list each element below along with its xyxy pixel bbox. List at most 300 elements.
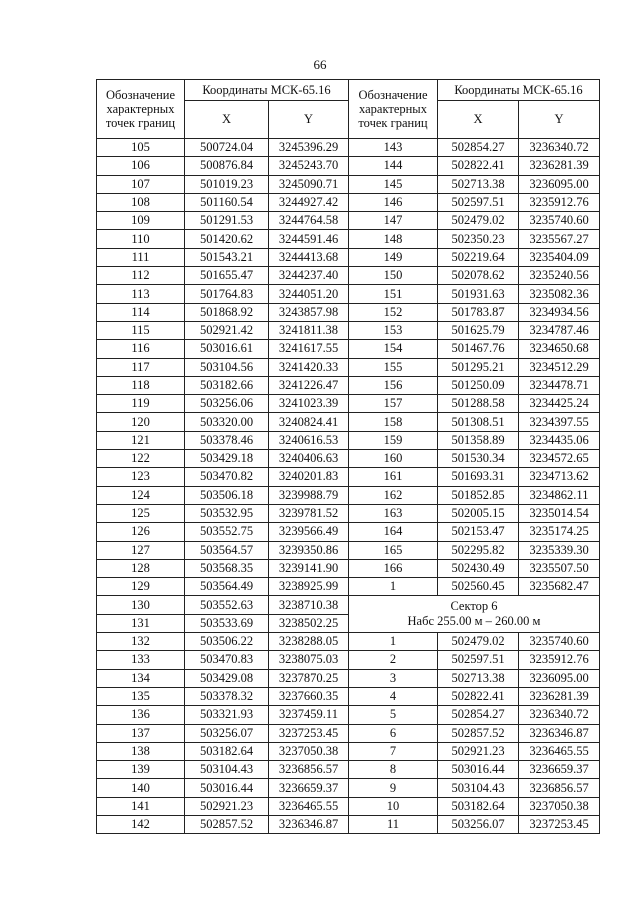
table-row: [97, 340, 349, 358]
table-row: [349, 431, 600, 449]
x-column-header: X: [185, 101, 269, 139]
table-row: [349, 395, 600, 413]
table-row: [97, 267, 349, 285]
x-coordinate-cell: 501783.87: [438, 303, 519, 321]
y-coordinate-cell: 3237253.45: [519, 815, 600, 833]
point-number-cell: 136: [97, 706, 185, 724]
y-coordinate-cell: 3236465.55: [519, 742, 600, 760]
point-number-cell: 116: [97, 340, 185, 358]
point-label-header: [349, 80, 438, 139]
point-number-cell: 107: [97, 175, 185, 193]
x-coordinate-cell: 503104.56: [185, 358, 269, 376]
x-coordinate-cell: 503470.83: [185, 651, 269, 669]
table-row: [97, 742, 349, 760]
y-coordinate-cell: 3240824.41: [269, 413, 349, 431]
table-row: [97, 504, 349, 522]
point-number-cell: 155: [349, 358, 438, 376]
table-row: [349, 633, 600, 651]
y-coordinate-cell: 3236340.72: [519, 706, 600, 724]
point-number-cell: 165: [349, 541, 438, 559]
table-row: [97, 376, 349, 394]
x-coordinate-cell: 503552.63: [185, 596, 269, 614]
x-coordinate-cell: 501931.63: [438, 285, 519, 303]
x-coordinate-cell: 502921.23: [438, 742, 519, 760]
x-coordinate-cell: 501530.34: [438, 450, 519, 468]
y-coordinate-cell: 3240406.63: [269, 450, 349, 468]
coordinates-table-right: [348, 79, 600, 834]
x-coordinate-cell: 501543.21: [185, 248, 269, 266]
x-coordinate-cell: 502857.52: [185, 815, 269, 833]
x-coordinate-cell: 503378.32: [185, 687, 269, 705]
header-line-2: характерных: [359, 102, 427, 116]
x-coordinate-cell: 502153.47: [438, 523, 519, 541]
point-number-cell: 146: [349, 193, 438, 211]
table-row: [97, 797, 349, 815]
table-row: [97, 285, 349, 303]
table-row: [97, 761, 349, 779]
x-coordinate-cell: 503016.44: [185, 779, 269, 797]
header-line-2: характерных: [106, 102, 175, 116]
table-row: [97, 450, 349, 468]
y-coordinate-cell: 3234650.68: [519, 340, 600, 358]
point-number-cell: 140: [97, 779, 185, 797]
y-coordinate-cell: 3236659.37: [519, 761, 600, 779]
point-number-cell: 125: [97, 504, 185, 522]
table-row: [97, 578, 349, 596]
header-line-3: точек границ: [105, 116, 176, 130]
point-number-cell: 5: [349, 706, 438, 724]
y-coordinate-cell: 3244591.46: [269, 230, 349, 248]
coordinates-table-left: [96, 79, 349, 834]
y-coordinate-cell: 3234512.29: [519, 358, 600, 376]
x-coordinate-cell: 502350.23: [438, 230, 519, 248]
table-row: [349, 541, 600, 559]
x-coordinate-cell: 503256.07: [438, 815, 519, 833]
table-row: [349, 267, 600, 285]
point-number-cell: 3: [349, 669, 438, 687]
point-number-cell: 110: [97, 230, 185, 248]
y-coordinate-cell: 3239988.79: [269, 486, 349, 504]
y-coordinate-cell: 3239781.52: [269, 504, 349, 522]
point-number-cell: 137: [97, 724, 185, 742]
y-coordinate-cell: 3235507.50: [519, 559, 600, 577]
table-row: [97, 193, 349, 211]
x-coordinate-cell: 502597.51: [438, 193, 519, 211]
y-coordinate-cell: 3236346.87: [269, 815, 349, 833]
y-coordinate-cell: 3244764.58: [269, 212, 349, 230]
table-row: [97, 815, 349, 833]
point-number-cell: 126: [97, 523, 185, 541]
x-coordinate-cell: 503564.49: [185, 578, 269, 596]
y-coordinate-cell: 3236856.57: [269, 761, 349, 779]
table-row: [97, 431, 349, 449]
x-coordinate-cell: 503429.18: [185, 450, 269, 468]
sector-header-row: [349, 596, 600, 633]
x-coordinate-cell: 503564.57: [185, 541, 269, 559]
point-number-cell: 113: [97, 285, 185, 303]
y-coordinate-cell: 3238710.38: [269, 596, 349, 614]
x-coordinate-cell: 503182.66: [185, 376, 269, 394]
point-number-cell: 130: [97, 596, 185, 614]
header-line-3: точек границ: [358, 116, 428, 130]
table-row: [97, 358, 349, 376]
x-coordinate-cell: 501764.83: [185, 285, 269, 303]
y-coordinate-cell: 3238288.05: [269, 633, 349, 651]
x-coordinate-cell: 502857.52: [438, 724, 519, 742]
y-coordinate-cell: 3235082.36: [519, 285, 600, 303]
right-table-body: [349, 139, 600, 834]
y-coordinate-cell: 3234478.71: [519, 376, 600, 394]
y-coordinate-cell: 3245396.29: [269, 139, 349, 157]
table-row: [97, 395, 349, 413]
y-coordinate-cell: 3235240.56: [519, 267, 600, 285]
point-number-cell: 6: [349, 724, 438, 742]
y-coordinate-cell: 3234713.62: [519, 468, 600, 486]
point-number-cell: 2: [349, 651, 438, 669]
y-coordinate-cell: 3241420.33: [269, 358, 349, 376]
y-coordinate-cell: 3237050.38: [519, 797, 600, 815]
table-row: [97, 157, 349, 175]
left-table-body: [97, 139, 349, 834]
table-row: [97, 230, 349, 248]
y-coordinate-cell: 3245243.70: [269, 157, 349, 175]
point-number-cell: 124: [97, 486, 185, 504]
point-number-cell: 135: [97, 687, 185, 705]
coord-system-header: Координаты МСК-65.16: [438, 80, 600, 101]
x-coordinate-cell: 501250.09: [438, 376, 519, 394]
point-number-cell: 158: [349, 413, 438, 431]
point-number-cell: 152: [349, 303, 438, 321]
y-coordinate-cell: 3236465.55: [269, 797, 349, 815]
point-number-cell: 142: [97, 815, 185, 833]
point-number-cell: 128: [97, 559, 185, 577]
sector-title: Сектор 6: [450, 599, 498, 614]
header-line-1: Обозначение: [105, 88, 176, 102]
point-number-cell: 149: [349, 248, 438, 266]
y-coordinate-cell: 3245090.71: [269, 175, 349, 193]
y-coordinate-cell: 3236281.39: [519, 687, 600, 705]
table-row: [349, 779, 600, 797]
table-row: [349, 230, 600, 248]
y-column-header: Y: [269, 101, 349, 139]
y-coordinate-cell: 3238075.03: [269, 651, 349, 669]
x-coordinate-cell: 500876.84: [185, 157, 269, 175]
header-line-1: Обозначение: [358, 88, 428, 102]
point-number-cell: 133: [97, 651, 185, 669]
table-row: [97, 321, 349, 339]
point-number-cell: 144: [349, 157, 438, 175]
y-coordinate-cell: 3238502.25: [269, 614, 349, 632]
point-number-cell: 118: [97, 376, 185, 394]
y-coordinate-cell: 3235912.76: [519, 193, 600, 211]
table-row: [349, 303, 600, 321]
y-coordinate-cell: 3239141.90: [269, 559, 349, 577]
x-coordinate-cell: 503182.64: [438, 797, 519, 815]
y-coordinate-cell: 3234397.55: [519, 413, 600, 431]
y-coordinate-cell: 3234862.11: [519, 486, 600, 504]
y-coordinate-cell: 3241226.47: [269, 376, 349, 394]
x-coordinate-cell: 503321.93: [185, 706, 269, 724]
point-number-cell: 129: [97, 578, 185, 596]
point-number-cell: 161: [349, 468, 438, 486]
table-row: [349, 248, 600, 266]
x-coordinate-cell: 501852.85: [438, 486, 519, 504]
y-coordinate-cell: 3241811.38: [269, 321, 349, 339]
table-row: [349, 559, 600, 577]
x-coordinate-cell: 502430.49: [438, 559, 519, 577]
point-number-cell: 10: [349, 797, 438, 815]
point-label-header: [97, 80, 185, 139]
x-coordinate-cell: 503470.82: [185, 468, 269, 486]
point-number-cell: 150: [349, 267, 438, 285]
y-coordinate-cell: 3243857.98: [269, 303, 349, 321]
y-coordinate-cell: 3237660.35: [269, 687, 349, 705]
page-number: 66: [313, 57, 327, 72]
y-coordinate-cell: 3244927.42: [269, 193, 349, 211]
x-coordinate-cell: 501019.23: [185, 175, 269, 193]
y-coordinate-cell: 3236095.00: [519, 175, 600, 193]
x-coordinate-cell: 503320.00: [185, 413, 269, 431]
y-coordinate-cell: 3234787.46: [519, 321, 600, 339]
point-number-cell: 127: [97, 541, 185, 559]
point-number-cell: 123: [97, 468, 185, 486]
point-number-cell: 108: [97, 193, 185, 211]
y-coordinate-cell: 3235404.09: [519, 248, 600, 266]
point-number-cell: 121: [97, 431, 185, 449]
table-row: [97, 139, 349, 157]
x-coordinate-cell: 503016.44: [438, 761, 519, 779]
y-column-header: Y: [519, 101, 600, 139]
table-row: [97, 468, 349, 486]
table-row: [97, 248, 349, 266]
y-coordinate-cell: 3239566.49: [269, 523, 349, 541]
x-coordinate-cell: 501467.76: [438, 340, 519, 358]
x-coordinate-cell: 501288.58: [438, 395, 519, 413]
table-row: [349, 157, 600, 175]
point-number-cell: 109: [97, 212, 185, 230]
point-number-cell: 163: [349, 504, 438, 522]
table-row: [349, 175, 600, 193]
y-coordinate-cell: 3238925.99: [269, 578, 349, 596]
point-number-cell: 11: [349, 815, 438, 833]
table-row: [349, 504, 600, 522]
point-number-cell: 4: [349, 687, 438, 705]
y-coordinate-cell: 3240616.53: [269, 431, 349, 449]
x-coordinate-cell: 502560.45: [438, 578, 519, 596]
table-row: [97, 614, 349, 632]
x-coordinate-cell: 500724.04: [185, 139, 269, 157]
point-number-cell: 120: [97, 413, 185, 431]
point-number-cell: 166: [349, 559, 438, 577]
point-number-cell: 132: [97, 633, 185, 651]
table-row: [349, 413, 600, 431]
x-coordinate-cell: 502597.51: [438, 651, 519, 669]
y-coordinate-cell: 3234934.56: [519, 303, 600, 321]
point-number-cell: 105: [97, 139, 185, 157]
table-row: [97, 669, 349, 687]
x-coordinate-cell: 501160.54: [185, 193, 269, 211]
table-row: [97, 633, 349, 651]
y-coordinate-cell: 3236346.87: [519, 724, 600, 742]
table-row: [349, 669, 600, 687]
table-row: [349, 358, 600, 376]
point-number-cell: 9: [349, 779, 438, 797]
y-coordinate-cell: 3234425.24: [519, 395, 600, 413]
table-row: [349, 815, 600, 833]
table-row: [97, 175, 349, 193]
x-coordinate-cell: 503378.46: [185, 431, 269, 449]
table-row: [349, 724, 600, 742]
x-coordinate-cell: 503552.75: [185, 523, 269, 541]
point-number-cell: 138: [97, 742, 185, 760]
y-coordinate-cell: 3244051.20: [269, 285, 349, 303]
x-coordinate-cell: 502854.27: [438, 706, 519, 724]
x-coordinate-cell: 502713.38: [438, 669, 519, 687]
point-number-cell: 106: [97, 157, 185, 175]
x-coordinate-cell: 501655.47: [185, 267, 269, 285]
point-number-cell: 147: [349, 212, 438, 230]
x-coordinate-cell: 503104.43: [185, 761, 269, 779]
point-number-cell: 117: [97, 358, 185, 376]
y-coordinate-cell: 3236340.72: [519, 139, 600, 157]
table-row: [97, 779, 349, 797]
point-number-cell: 164: [349, 523, 438, 541]
y-coordinate-cell: 3237459.11: [269, 706, 349, 724]
table-row: [349, 523, 600, 541]
point-number-cell: 7: [349, 742, 438, 760]
table-row: [349, 139, 600, 157]
y-coordinate-cell: 3244237.40: [269, 267, 349, 285]
coord-system-header: Координаты МСК-65.16: [185, 80, 349, 101]
y-coordinate-cell: 3235567.27: [519, 230, 600, 248]
table-row: [97, 413, 349, 431]
table-row: [97, 687, 349, 705]
y-coordinate-cell: 3237870.25: [269, 669, 349, 687]
table-row: [349, 212, 600, 230]
table-row: [349, 687, 600, 705]
point-number-cell: 145: [349, 175, 438, 193]
y-coordinate-cell: 3235912.76: [519, 651, 600, 669]
x-coordinate-cell: 503506.22: [185, 633, 269, 651]
point-number-cell: 153: [349, 321, 438, 339]
x-coordinate-cell: 503104.43: [438, 779, 519, 797]
sector-header: [349, 596, 600, 633]
y-coordinate-cell: 3240201.83: [269, 468, 349, 486]
y-coordinate-cell: 3244413.68: [269, 248, 349, 266]
table-row: [349, 761, 600, 779]
point-number-cell: 115: [97, 321, 185, 339]
point-number-cell: 162: [349, 486, 438, 504]
point-number-cell: 139: [97, 761, 185, 779]
x-coordinate-cell: 503506.18: [185, 486, 269, 504]
y-coordinate-cell: 3239350.86: [269, 541, 349, 559]
x-coordinate-cell: 501295.21: [438, 358, 519, 376]
point-number-cell: 122: [97, 450, 185, 468]
table-row: [97, 541, 349, 559]
table-row: [97, 724, 349, 742]
table-row: [349, 193, 600, 211]
point-number-cell: 1: [349, 633, 438, 651]
x-coordinate-cell: 501420.62: [185, 230, 269, 248]
point-number-cell: 8: [349, 761, 438, 779]
point-number-cell: 148: [349, 230, 438, 248]
x-coordinate-cell: 502078.62: [438, 267, 519, 285]
point-number-cell: 156: [349, 376, 438, 394]
y-coordinate-cell: 3236095.00: [519, 669, 600, 687]
x-coordinate-cell: 503256.07: [185, 724, 269, 742]
point-number-cell: 1: [349, 578, 438, 596]
x-coordinate-cell: 502005.15: [438, 504, 519, 522]
x-coordinate-cell: 502921.23: [185, 797, 269, 815]
y-coordinate-cell: 3236856.57: [519, 779, 600, 797]
x-coordinate-cell: 501693.31: [438, 468, 519, 486]
y-coordinate-cell: 3236281.39: [519, 157, 600, 175]
sector-height-range: Набс 255.00 м – 260.00 м: [407, 614, 541, 629]
point-number-cell: 131: [97, 614, 185, 632]
y-coordinate-cell: 3235740.60: [519, 633, 600, 651]
x-coordinate-cell: 502479.02: [438, 212, 519, 230]
table-row: [97, 706, 349, 724]
x-coordinate-cell: 502822.41: [438, 157, 519, 175]
x-column-header: X: [438, 101, 519, 139]
y-coordinate-cell: 3235682.47: [519, 578, 600, 596]
point-number-cell: 141: [97, 797, 185, 815]
table-row: [349, 706, 600, 724]
table-row: [349, 285, 600, 303]
table-row: [349, 797, 600, 815]
point-number-cell: 111: [97, 248, 185, 266]
x-coordinate-cell: 503016.61: [185, 340, 269, 358]
x-coordinate-cell: 501291.53: [185, 212, 269, 230]
point-number-cell: 143: [349, 139, 438, 157]
y-coordinate-cell: 3241617.55: [269, 340, 349, 358]
table-row: [97, 651, 349, 669]
y-coordinate-cell: 3241023.39: [269, 395, 349, 413]
table-row: [97, 303, 349, 321]
x-coordinate-cell: 503429.08: [185, 669, 269, 687]
y-coordinate-cell: 3235339.30: [519, 541, 600, 559]
point-number-cell: 157: [349, 395, 438, 413]
x-coordinate-cell: 502822.41: [438, 687, 519, 705]
x-coordinate-cell: 503256.06: [185, 395, 269, 413]
x-coordinate-cell: 503532.95: [185, 504, 269, 522]
x-coordinate-cell: 501625.79: [438, 321, 519, 339]
table-row: [97, 596, 349, 614]
x-coordinate-cell: 501358.89: [438, 431, 519, 449]
table-row: [349, 486, 600, 504]
x-coordinate-cell: 502295.82: [438, 541, 519, 559]
table-row: [349, 578, 600, 596]
y-coordinate-cell: 3236659.37: [269, 779, 349, 797]
x-coordinate-cell: 503568.35: [185, 559, 269, 577]
x-coordinate-cell: 502854.27: [438, 139, 519, 157]
point-number-cell: 114: [97, 303, 185, 321]
table-row: [349, 468, 600, 486]
table-row: [349, 450, 600, 468]
x-coordinate-cell: 502479.02: [438, 633, 519, 651]
x-coordinate-cell: 501868.92: [185, 303, 269, 321]
y-coordinate-cell: 3237253.45: [269, 724, 349, 742]
table-row: [97, 559, 349, 577]
y-coordinate-cell: 3234572.65: [519, 450, 600, 468]
y-coordinate-cell: 3235174.25: [519, 523, 600, 541]
y-coordinate-cell: 3235740.60: [519, 212, 600, 230]
y-coordinate-cell: 3235014.54: [519, 504, 600, 522]
table-row: [97, 523, 349, 541]
point-number-cell: 154: [349, 340, 438, 358]
x-coordinate-cell: 503533.69: [185, 614, 269, 632]
x-coordinate-cell: 503182.64: [185, 742, 269, 760]
